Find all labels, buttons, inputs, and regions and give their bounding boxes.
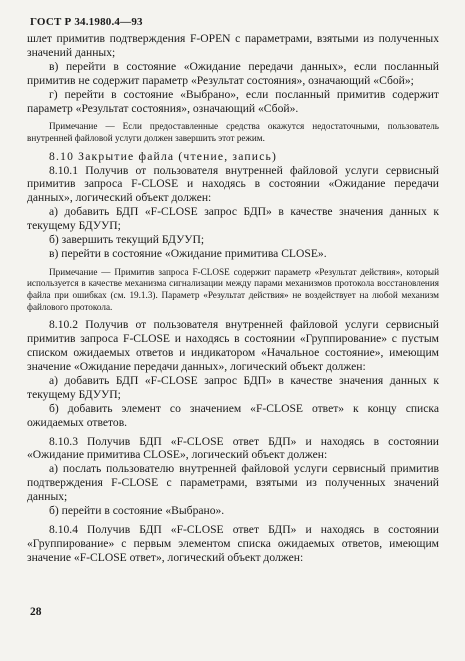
clause-8-10-2: 8.10.2 Получив от пользователя внутренней файловой услуги сервисный примитив запроса F-CLOSE и находясь в состоянии «Группирование» с пустым списком ожидаемых ответов и индикатором «Начальное состояние», имеющим значение «Ожидание передачи данных», логический объект должен:	[27, 318, 439, 373]
note: Примечание — Если предоставленные средства окажутся недостаточными, пользователь внутренней файловой услуги должен завершить этот режим.	[27, 121, 439, 144]
clause-8-10-4: 8.10.4 Получив БДП «F-CLOSE ответ БДП» и находясь в состоянии «Группирование» с первым элементом списка ожидаемых ответов, имеющим значение «F-CLOSE ответ», логический объект должен:	[27, 522, 439, 564]
page-number: 28	[30, 606, 42, 618]
list-item-g: г) перейти в состояние «Выбрано», если посланный примитив содержит параметр «Результат состояния», означающий «Сбой».	[27, 87, 439, 115]
clause-8-10-1: 8.10.1 Получив от пользователя внутренней файловой услуги сервисный примитив запроса F-CLOSE и находясь в состоянии «Ожидание передачи данных», логический объект должен:	[27, 163, 439, 205]
document-header: ГОСТ Р 34.1980.4—93	[30, 16, 143, 28]
paragraph-continuation: шлет примитив подтверждения F-OPEN с параметрами, взятыми из полученных значений данных;	[27, 32, 439, 59]
clause-8-10-3: 8.10.3 Получив БДП «F-CLOSE ответ БДП» и находясь в состоянии «Ожидание примитива CLOSE», логический объект должен:	[27, 434, 439, 462]
list-item-v: в) перейти в состояние «Ожидание передачи данных», если посланный примитив не содержит параметр «Результат состояния», означающий «Сбой»;	[27, 59, 439, 87]
list-item-v: в) перейти в состояние «Ожидание примитива CLOSE».	[49, 246, 327, 260]
section-heading: 8.10 Закрытие файла (чтение, запись)	[49, 149, 278, 163]
list-item-b: б) завершить текущий БДУУП;	[49, 233, 205, 247]
list-item-b: б) перейти в состояние «Выбрано».	[49, 504, 225, 518]
list-item-a: а) послать пользователю внутренней файловой услуги сервисный примитив подтверждения F-CLOSE с параметрами, взятыми из полученных значений данных;	[27, 462, 439, 504]
list-item-a: а) добавить БДП «F-CLOSE запрос БДП» в качестве значения данных к текущему БДУУП;	[27, 373, 439, 401]
list-item-b: б) добавить элемент со значением «F-CLOSE ответ» к концу списка ожидаемых ответов.	[27, 401, 439, 429]
list-item-a: а) добавить БДП «F-CLOSE запрос БДП» в качестве значения данных к текущему БДУУП;	[27, 205, 439, 233]
note: Примечание — Примитив запроса F-CLOSE содержит параметр «Результат действия», который используется в качестве механизма сигнализации между парами механизмов протокола восстановления файла при ошибках (см. 19.1.3). Параметр «Результат действия» не воздействует на любой механизм файлового протокола.	[27, 266, 439, 312]
